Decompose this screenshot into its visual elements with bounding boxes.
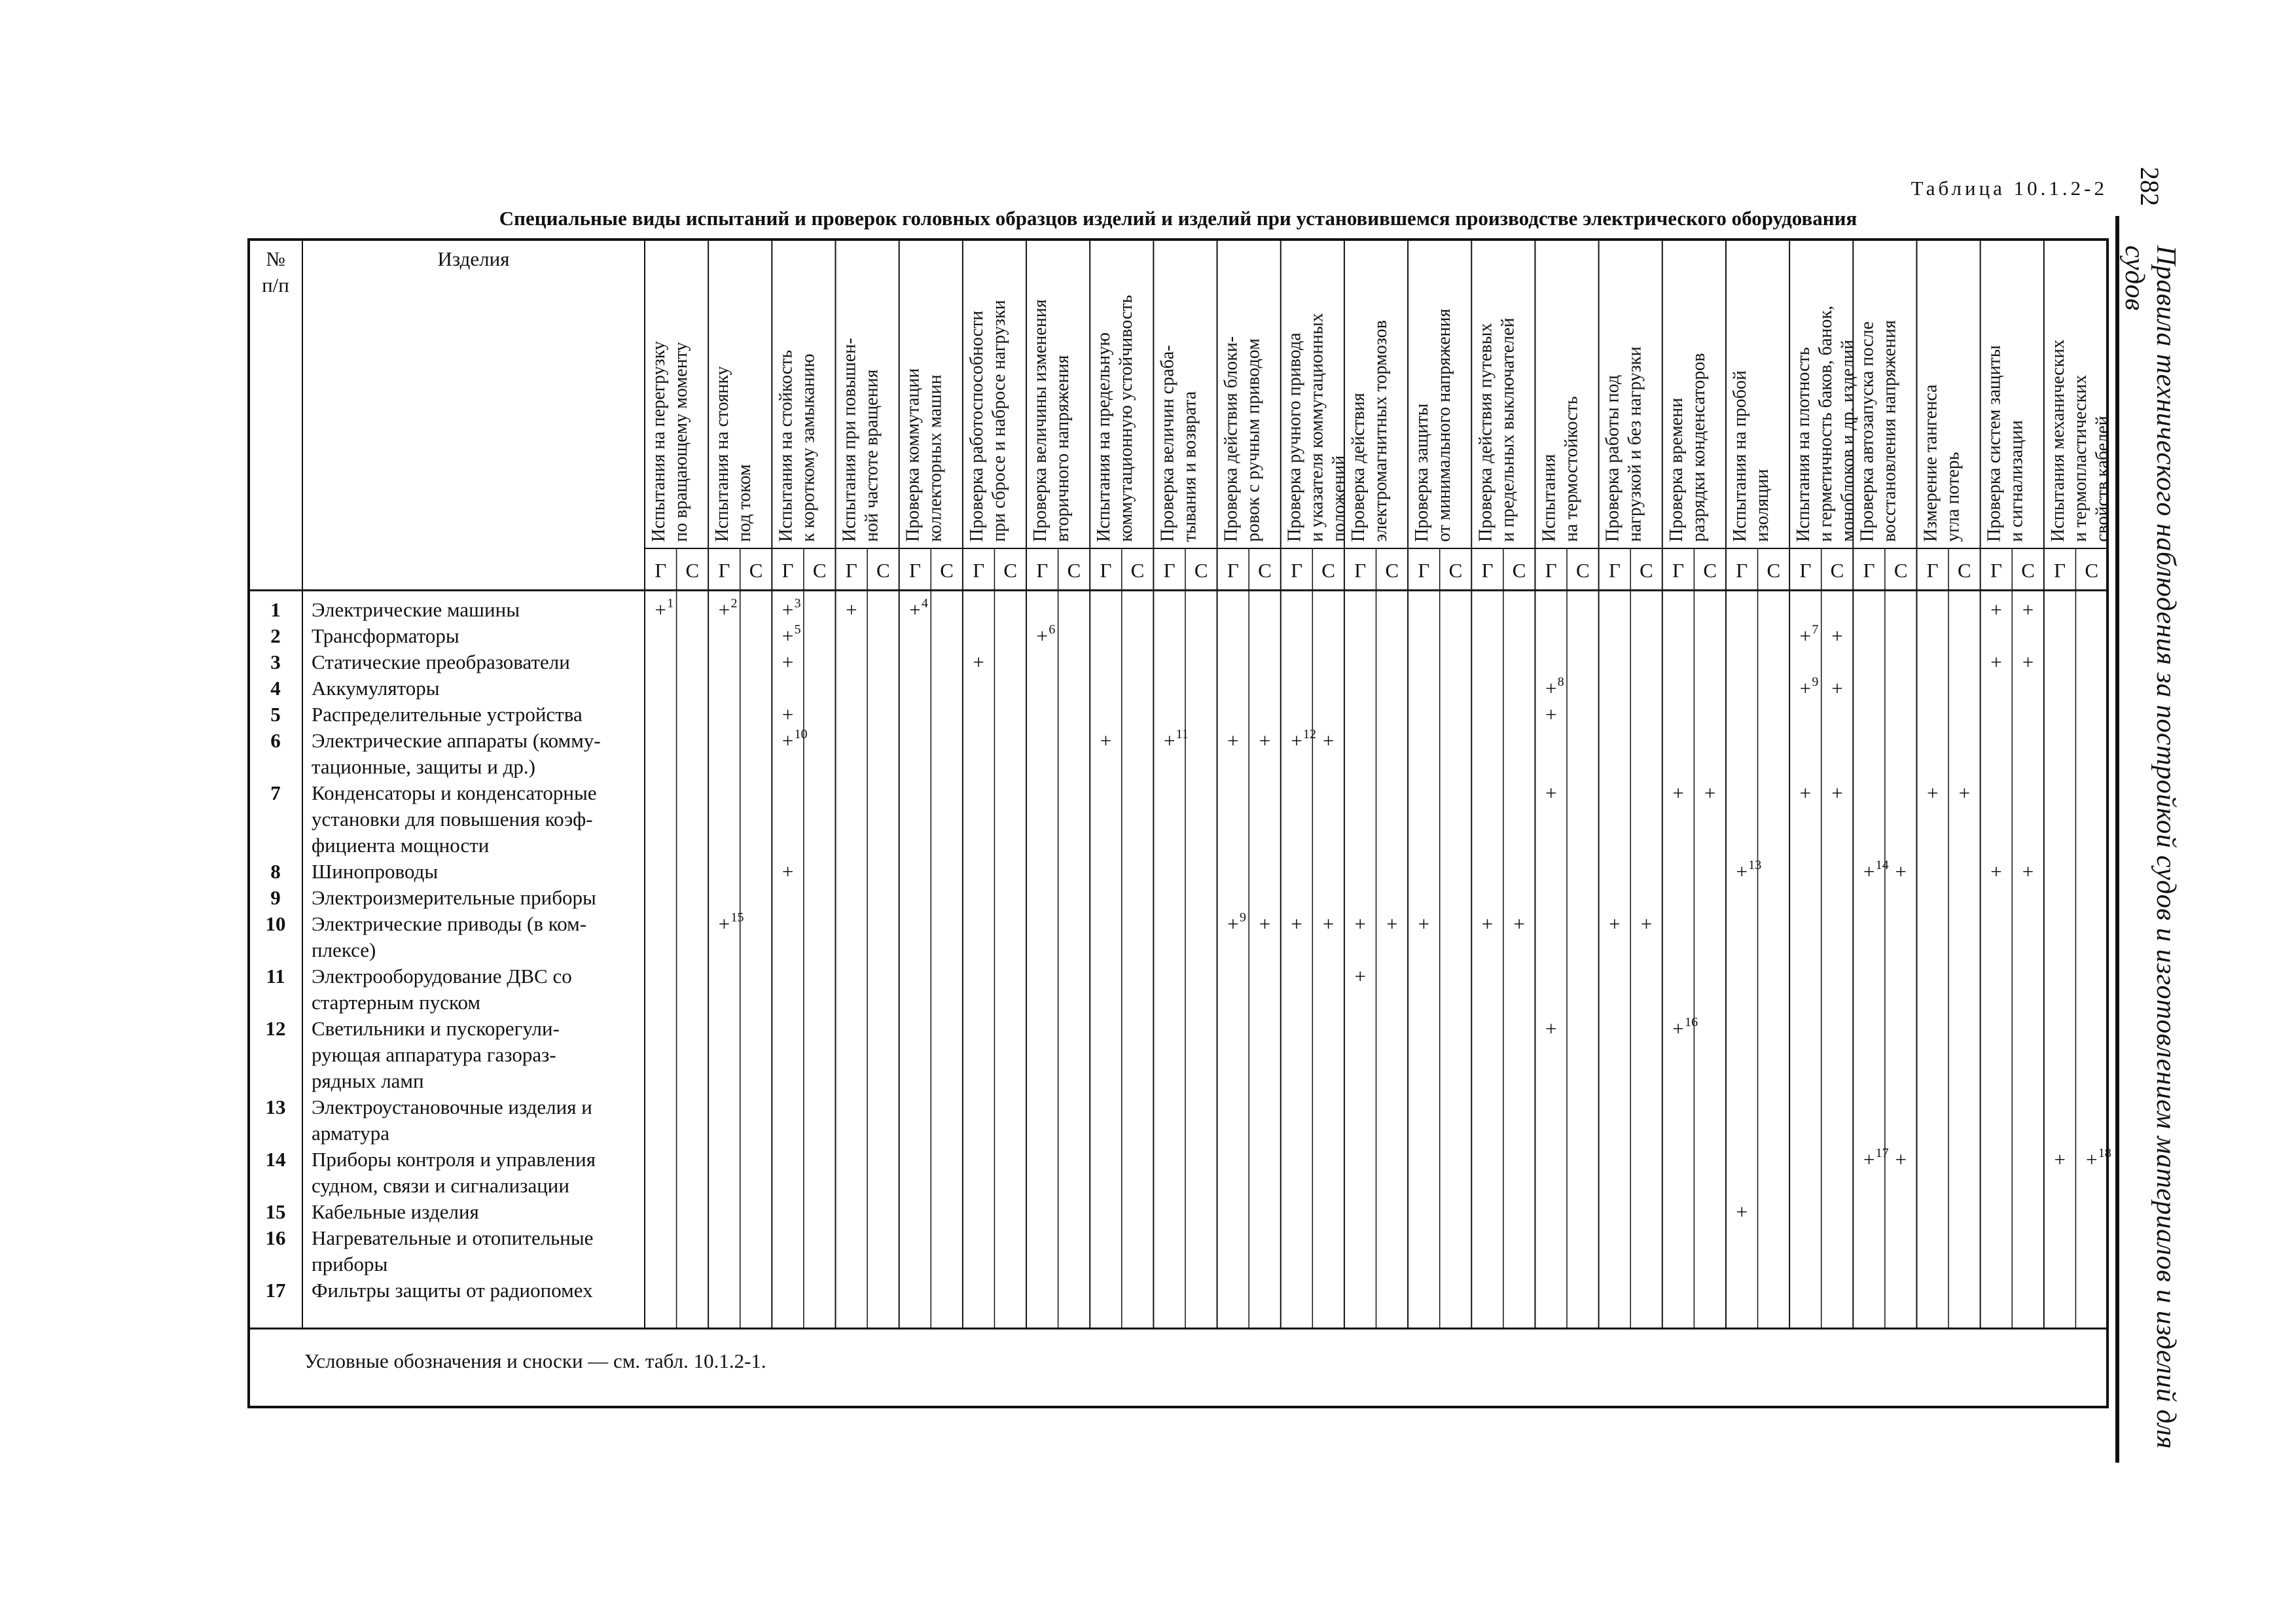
plus-mark: + bbox=[1672, 1017, 1684, 1040]
g-label: Г bbox=[1481, 559, 1494, 582]
test-header-label: Испытания механических bbox=[2047, 339, 2068, 542]
test-header-label: Проверка времени bbox=[1666, 397, 1687, 542]
plus-mark: + bbox=[846, 598, 857, 621]
plus-mark: + bbox=[1259, 729, 1271, 752]
test-header-label: вторичного напряжения bbox=[1052, 355, 1073, 542]
test-header-label: Испытания на плотность bbox=[1793, 347, 1814, 542]
plus-mark: + bbox=[781, 703, 794, 726]
test-header-label: Проверка действия bbox=[1348, 393, 1369, 542]
s-label: С bbox=[1385, 559, 1399, 582]
test-header-label: Проверка работоспособности bbox=[966, 310, 987, 542]
row-number: 13 bbox=[265, 1096, 286, 1118]
row-number: 12 bbox=[265, 1017, 286, 1040]
test-header-label: Испытания на предельную bbox=[1094, 332, 1115, 542]
footnote-ref: 6 bbox=[1049, 622, 1056, 637]
plus-mark: + bbox=[781, 651, 794, 673]
plus-mark: + bbox=[1895, 1148, 1907, 1171]
plus-mark: + bbox=[1354, 965, 1366, 988]
running-head-rule bbox=[2115, 216, 2119, 1463]
footnote-ref: 10 bbox=[794, 727, 808, 741]
s-label: С bbox=[2085, 559, 2099, 582]
num-header-label: п/п bbox=[262, 274, 289, 296]
test-header-label: Проверка работы под bbox=[1602, 374, 1623, 542]
row-item-label: тационные, защиты и др.) bbox=[312, 755, 535, 778]
test-header-label: свойств кабелей bbox=[2092, 416, 2113, 542]
plus-mark: + bbox=[2085, 1148, 2098, 1171]
g-label: Г bbox=[1036, 559, 1049, 582]
test-header-label: при сбросе и набросе нагрузки bbox=[988, 300, 1009, 542]
test-header-label: Проверка систем защиты bbox=[1984, 345, 2005, 542]
plus-mark: + bbox=[1990, 860, 2002, 883]
row-item-label: стартерным пуском bbox=[312, 991, 480, 1014]
row-item-label: Электроизмерительные приборы bbox=[312, 886, 596, 909]
plus-mark: + bbox=[781, 729, 794, 752]
test-header-label: Проверка действия блоки- bbox=[1221, 336, 1242, 542]
test-header-label: изоляции bbox=[1751, 469, 1772, 542]
plus-mark: + bbox=[1831, 624, 1843, 647]
plus-mark: + bbox=[1958, 781, 1971, 804]
plus-mark: + bbox=[781, 624, 794, 647]
g-label: Г bbox=[1163, 559, 1175, 582]
test-header-label: Измерение тангенса bbox=[1920, 384, 1941, 542]
row-item-label: Трансформаторы bbox=[312, 624, 459, 647]
plus-mark: + bbox=[1990, 598, 2002, 621]
g-label: Г bbox=[1990, 559, 2002, 582]
s-label: С bbox=[1194, 559, 1208, 582]
footnote-ref: 12 bbox=[1303, 727, 1317, 741]
test-header-label: Проверка коммутации bbox=[903, 368, 924, 542]
plus-mark: + bbox=[1799, 624, 1812, 647]
test-header-label: Испытания на стойкость bbox=[776, 349, 797, 542]
g-label: Г bbox=[1736, 559, 1748, 582]
row-item-label: рядных ламп bbox=[312, 1069, 424, 1092]
item-header-label: Изделия bbox=[437, 247, 510, 270]
footnote-ref: 5 bbox=[794, 622, 801, 637]
row-item-label: Электрооборудование ДВС со bbox=[312, 965, 572, 988]
row-item-label: судном, связи и сигнализации bbox=[312, 1174, 569, 1197]
plus-mark: + bbox=[1895, 860, 1907, 883]
row-item-label: приборы bbox=[312, 1253, 388, 1275]
test-header-label: от минимального напряжения bbox=[1434, 308, 1455, 542]
row-number: 16 bbox=[265, 1226, 286, 1249]
g-label: Г bbox=[1672, 559, 1685, 582]
plus-mark: + bbox=[1736, 1200, 1748, 1223]
g-label: Г bbox=[909, 559, 921, 582]
s-label: С bbox=[1321, 559, 1335, 582]
test-header-label: нагрузкой и без нагрузки bbox=[1624, 346, 1645, 542]
plus-mark: + bbox=[718, 912, 730, 935]
page-number: 282 bbox=[2135, 167, 2165, 206]
test-header-label: и термопластических bbox=[2070, 374, 2090, 542]
s-label: С bbox=[749, 559, 763, 582]
table-notes: Условные обозначения и сноски — см. табл. 10.1.2-1. bbox=[304, 1349, 766, 1372]
g-label: Г bbox=[718, 559, 730, 582]
plus-mark: + bbox=[1513, 912, 1525, 935]
g-label: Г bbox=[2054, 559, 2066, 582]
book-title: Правила технического наблюдения за постройкой судов и изготовлением материалов и изделий для судов bbox=[2119, 245, 2181, 1450]
test-header-label: Испытания на стоянку bbox=[712, 366, 733, 542]
plus-mark: + bbox=[1799, 781, 1812, 804]
plus-mark: + bbox=[1672, 781, 1684, 804]
plus-mark: + bbox=[973, 651, 984, 673]
footnote-ref: 13 bbox=[1748, 858, 1762, 872]
s-label: С bbox=[940, 559, 954, 582]
s-label: С bbox=[1767, 559, 1781, 582]
test-header-label: и указателя коммутационных bbox=[1306, 313, 1327, 542]
plus-mark: + bbox=[2022, 860, 2034, 883]
row-number: 9 bbox=[270, 886, 281, 909]
row-item-label: Электрические приводы (в ком- bbox=[312, 912, 587, 935]
g-label: Г bbox=[1799, 559, 1812, 582]
row-item-label: Приборы контроля и управления bbox=[312, 1148, 596, 1171]
plus-mark: + bbox=[1291, 729, 1302, 752]
row-number: 6 bbox=[270, 729, 281, 752]
plus-mark: + bbox=[1227, 729, 1239, 752]
test-header-label: по вращающему моменту bbox=[671, 342, 691, 542]
plus-mark: + bbox=[2054, 1148, 2066, 1171]
footnote-ref: 2 bbox=[730, 596, 738, 611]
test-header-label: под током bbox=[734, 464, 755, 542]
row-number: 8 bbox=[270, 860, 281, 883]
g-label: Г bbox=[781, 559, 794, 582]
s-label: С bbox=[1893, 559, 1908, 582]
row-item-label: Электрические аппараты (комму- bbox=[312, 729, 601, 752]
plus-mark: + bbox=[1863, 1148, 1875, 1171]
g-label: Г bbox=[1545, 559, 1557, 582]
row-item-label: Статические преобразователи bbox=[312, 651, 570, 673]
footnote-ref: 9 bbox=[1239, 910, 1246, 925]
plus-mark: + bbox=[1799, 677, 1812, 700]
plus-mark: + bbox=[1704, 781, 1716, 804]
row-item-label: Светильники и пускорегули- bbox=[312, 1017, 560, 1040]
s-label: С bbox=[2021, 559, 2035, 582]
g-label: Г bbox=[1608, 559, 1621, 582]
s-label: С bbox=[1512, 559, 1526, 582]
row-item-label: арматура bbox=[312, 1122, 390, 1145]
test-header-label: восстановления напряжения bbox=[1879, 320, 1900, 542]
plus-mark: + bbox=[2022, 598, 2034, 621]
plus-mark: + bbox=[1227, 912, 1239, 935]
plus-mark: + bbox=[1322, 729, 1335, 752]
test-header-label: Проверка защиты bbox=[1412, 403, 1433, 542]
g-label: Г bbox=[845, 559, 857, 582]
s-label: С bbox=[1258, 559, 1272, 582]
row-number: 3 bbox=[270, 651, 281, 673]
test-header-label: Проверка величин сраба- bbox=[1157, 345, 1178, 542]
row-number: 4 bbox=[270, 677, 281, 700]
footnote-ref: 3 bbox=[794, 596, 801, 611]
s-label: С bbox=[685, 559, 700, 582]
test-header-label: тывания и возврата bbox=[1179, 391, 1200, 542]
row-item-label: фициента мощности bbox=[312, 834, 490, 857]
test-header-label: Проверка автозапуска после bbox=[1857, 321, 1878, 542]
footnote-ref: 9 bbox=[1812, 675, 1819, 689]
row-item-label: Электрические машины bbox=[312, 598, 520, 621]
row-number: 1 bbox=[270, 598, 281, 621]
table-frame bbox=[249, 240, 2108, 1407]
s-label: С bbox=[1640, 559, 1653, 582]
plus-mark: + bbox=[1291, 912, 1302, 935]
plus-mark: + bbox=[1036, 624, 1049, 647]
test-header-label: коллекторных машин bbox=[925, 374, 946, 542]
test-header-label: Испытания bbox=[1539, 454, 1560, 542]
row-item-label: Шинопроводы bbox=[312, 860, 439, 883]
plus-mark: + bbox=[1640, 912, 1653, 935]
plus-mark: + bbox=[781, 598, 794, 621]
g-label: Г bbox=[1354, 559, 1367, 582]
test-header-label: Проверка действия путевых bbox=[1475, 323, 1496, 542]
plus-mark: + bbox=[781, 860, 794, 883]
plus-mark: + bbox=[1163, 729, 1175, 752]
table-caption: Специальные виды испытаний и проверок головных образцов изделий и изделий при установившемся производстве электрического оборудования bbox=[499, 207, 1857, 230]
footnote-ref: 11 bbox=[1175, 727, 1189, 741]
s-label: С bbox=[1130, 559, 1145, 582]
plus-mark: + bbox=[1990, 651, 2002, 673]
s-label: С bbox=[1703, 559, 1717, 582]
footnote-ref: 16 bbox=[1685, 1015, 1698, 1029]
plus-mark: + bbox=[1609, 912, 1621, 935]
g-label: Г bbox=[1100, 559, 1112, 582]
plus-mark: + bbox=[1259, 912, 1271, 935]
test-header-label: ной частоте вращения bbox=[861, 369, 882, 542]
row-item-label: Фильтры защиты от радиопомех bbox=[312, 1279, 593, 1302]
s-label: С bbox=[1448, 559, 1463, 582]
g-label: Г bbox=[1863, 559, 1875, 582]
plus-mark: + bbox=[1736, 860, 1748, 883]
row-number: 5 bbox=[270, 703, 281, 726]
num-header-label: № bbox=[266, 247, 285, 270]
test-header-label: разрядки конденсаторов bbox=[1688, 353, 1709, 542]
plus-mark: + bbox=[1545, 677, 1557, 700]
row-number: 7 bbox=[270, 781, 281, 804]
test-header-label: на термостойкость bbox=[1561, 396, 1582, 542]
s-label: С bbox=[1067, 559, 1081, 582]
test-header-label: Проверка ручного привода bbox=[1284, 332, 1305, 542]
plus-mark: + bbox=[1386, 912, 1398, 935]
row-number: 10 bbox=[265, 912, 286, 935]
s-label: С bbox=[1958, 559, 1971, 582]
s-label: С bbox=[1003, 559, 1018, 582]
running-head bbox=[2117, 167, 2183, 1476]
footnote-ref: 8 bbox=[1557, 675, 1564, 689]
row-item-label: установки для повышения коэф- bbox=[312, 808, 593, 830]
plus-mark: + bbox=[1418, 912, 1430, 935]
row-number: 17 bbox=[265, 1279, 286, 1302]
g-label: Г bbox=[1418, 559, 1430, 582]
test-header-label: Испытания при повышен- bbox=[839, 338, 860, 542]
plus-mark: + bbox=[1545, 703, 1557, 726]
plus-mark: + bbox=[1481, 912, 1494, 935]
s-label: С bbox=[1575, 559, 1590, 582]
test-header-label: положений bbox=[1329, 455, 1350, 542]
plus-mark: + bbox=[1322, 912, 1335, 935]
footnote-ref: 14 bbox=[1875, 858, 1889, 872]
test-header-label: к короткому замыканию bbox=[798, 353, 819, 542]
plus-mark: + bbox=[1927, 781, 1939, 804]
plus-mark: + bbox=[1831, 781, 1843, 804]
table-number: Таблица 10.1.2-2 bbox=[1910, 177, 2108, 200]
test-header-label: электромагнитных тормозов bbox=[1370, 320, 1391, 542]
s-label: С bbox=[1830, 559, 1844, 582]
test-header-label: коммутационную устойчивость bbox=[1116, 294, 1137, 542]
plus-mark: + bbox=[2022, 651, 2034, 673]
test-header-label: Испытания на пробой bbox=[1729, 370, 1750, 542]
test-header-label: Проверка величины изменения bbox=[1030, 299, 1051, 542]
footnote-ref: 18 bbox=[2098, 1146, 2111, 1160]
s-label: С bbox=[876, 559, 890, 582]
plus-mark: + bbox=[1831, 677, 1843, 700]
footnote-ref: 4 bbox=[921, 596, 928, 611]
footnote-ref: 15 bbox=[730, 910, 744, 925]
plus-mark: + bbox=[1545, 781, 1557, 804]
g-label: Г bbox=[1291, 559, 1302, 582]
row-number: 14 bbox=[265, 1148, 286, 1171]
row-number: 2 bbox=[270, 624, 281, 647]
g-label: Г bbox=[655, 559, 667, 582]
test-header-label: и сигнализации bbox=[2006, 420, 2027, 542]
test-header-label: и герметичность баков, банок, bbox=[1816, 305, 1837, 542]
row-item-label: Кабельные изделия bbox=[312, 1200, 479, 1223]
plus-mark: + bbox=[718, 598, 730, 621]
g-label: Г bbox=[1926, 559, 1939, 582]
row-item-label: Электроустановочные изделия и bbox=[312, 1096, 592, 1118]
plus-mark: + bbox=[1100, 729, 1112, 752]
plus-mark: + bbox=[1863, 860, 1875, 883]
row-number: 15 bbox=[265, 1200, 286, 1223]
test-header-label: угла потерь bbox=[1943, 452, 1964, 542]
row-item-label: Конденсаторы и конденсаторные bbox=[312, 781, 597, 804]
test-header-label: ровок с ручным приводом bbox=[1243, 338, 1264, 542]
footnote-ref: 7 bbox=[1812, 622, 1819, 637]
test-header-label: Испытания на перегрузку bbox=[649, 341, 669, 542]
s-label: С bbox=[812, 559, 827, 582]
row-item-label: Распределительные устройства bbox=[312, 703, 583, 726]
plus-mark: + bbox=[1545, 1017, 1557, 1040]
plus-mark: + bbox=[1354, 912, 1366, 935]
row-number: 11 bbox=[266, 965, 285, 988]
plus-mark: + bbox=[909, 598, 921, 621]
g-label: Г bbox=[973, 559, 985, 582]
test-header-label: и предельных выключателей bbox=[1498, 317, 1518, 542]
footnote-ref: 17 bbox=[1875, 1146, 1889, 1160]
row-item-label: плексе) bbox=[312, 938, 376, 961]
plus-mark: + bbox=[655, 598, 667, 621]
row-item-label: Аккумуляторы bbox=[312, 677, 440, 700]
g-label: Г bbox=[1227, 559, 1239, 582]
footnote-ref: 1 bbox=[667, 596, 674, 611]
test-header-label: моноблоков и др. изделий bbox=[1838, 339, 1859, 542]
row-item-label: Нагревательные и отопительные bbox=[312, 1226, 594, 1249]
row-item-label: рующая аппаратура газораз- bbox=[312, 1043, 556, 1066]
